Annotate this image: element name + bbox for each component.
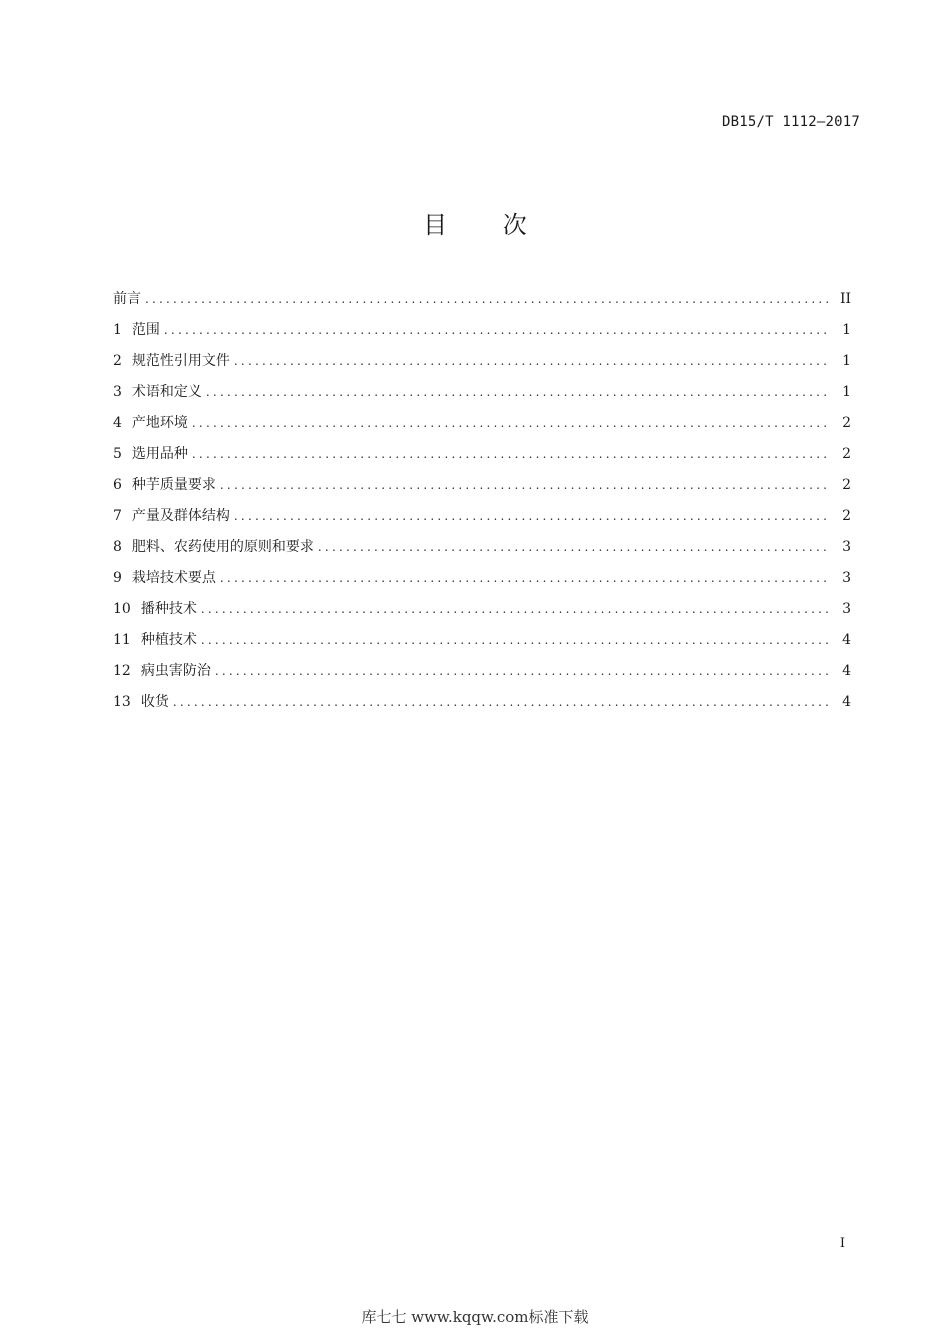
toc-label: 播种技术 — [140, 601, 197, 617]
toc-entry-4[interactable] — [113, 408, 851, 439]
toc-number: 7 — [113, 508, 122, 524]
toc-entry-2[interactable] — [113, 346, 851, 377]
toc-label: 病虫害防治 — [140, 663, 211, 679]
toc-label: 产量及群体结构 — [131, 508, 230, 524]
toc-dot-leader — [164, 315, 831, 346]
toc-page: II — [839, 291, 851, 307]
toc-label: 收货 — [140, 694, 169, 710]
toc-label: 术语和定义 — [131, 384, 202, 400]
toc-page: 2 — [842, 477, 851, 493]
toc-number: 6 — [113, 477, 122, 493]
toc-page: 2 — [842, 415, 851, 431]
toc-page: 3 — [842, 601, 851, 617]
toc-entry-7[interactable] — [113, 501, 851, 532]
page-number: I — [839, 1236, 845, 1251]
toc-label: 种植技术 — [140, 632, 197, 648]
toc-dot-leader — [318, 532, 831, 563]
toc-number: 10 — [113, 601, 131, 617]
toc-entry-10[interactable] — [113, 594, 851, 625]
toc-dot-leader — [206, 377, 831, 408]
toc-label: 范围 — [131, 322, 160, 338]
table-of-contents — [113, 284, 851, 718]
toc-label: 规范性引用文件 — [131, 353, 230, 369]
toc-number: 9 — [113, 570, 122, 586]
toc-title: 目 次 — [423, 211, 551, 239]
toc-entry-3[interactable] — [113, 377, 851, 408]
toc-entry-13[interactable] — [113, 687, 851, 718]
toc-dot-leader — [192, 408, 831, 439]
toc-number: 4 — [113, 415, 122, 431]
toc-entry-foreword[interactable] — [113, 284, 851, 315]
toc-dot-leader — [234, 501, 831, 532]
toc-page: 2 — [842, 446, 851, 462]
toc-page: 4 — [842, 694, 851, 710]
toc-label: 选用品种 — [131, 446, 188, 462]
toc-number: 1 — [113, 322, 122, 338]
toc-entry-9[interactable] — [113, 563, 851, 594]
footer-watermark: 库七七 www.kqqw.com标准下载 — [361, 1308, 589, 1326]
toc-entry-6[interactable] — [113, 470, 851, 501]
toc-dot-leader — [173, 687, 831, 718]
toc-label: 前言 — [113, 291, 141, 307]
toc-dot-leader — [234, 346, 831, 377]
toc-number: 3 — [113, 384, 122, 400]
toc-number: 13 — [113, 694, 131, 710]
toc-number: 5 — [113, 446, 122, 462]
toc-entry-11[interactable] — [113, 625, 851, 656]
toc-entry-12[interactable] — [113, 656, 851, 687]
toc-dot-leader — [145, 284, 831, 315]
toc-number: 12 — [113, 663, 131, 679]
toc-entry-8[interactable] — [113, 532, 851, 563]
toc-dot-leader — [220, 563, 831, 594]
toc-label: 栽培技术要点 — [131, 570, 216, 586]
toc-dot-leader — [201, 625, 831, 656]
toc-dot-leader — [220, 470, 831, 501]
toc-page: 4 — [842, 632, 851, 648]
toc-number: 11 — [113, 632, 131, 648]
toc-label: 产地环境 — [131, 415, 188, 431]
toc-page: 4 — [842, 663, 851, 679]
toc-page: 1 — [842, 322, 851, 338]
toc-dot-leader — [192, 439, 831, 470]
toc-number: 8 — [113, 539, 122, 555]
toc-entry-1[interactable] — [113, 315, 851, 346]
toc-label: 种芋质量要求 — [131, 477, 216, 493]
toc-entry-5[interactable] — [113, 439, 851, 470]
toc-label: 肥料、农药使用的原则和要求 — [131, 539, 314, 555]
toc-number: 2 — [113, 353, 122, 369]
toc-page: 2 — [842, 508, 851, 524]
toc-page: 1 — [842, 353, 851, 369]
toc-page: 3 — [842, 539, 851, 555]
toc-dot-leader — [201, 594, 831, 625]
toc-dot-leader — [215, 656, 831, 687]
document-code: DB15/T 1112—2017 — [721, 114, 860, 130]
toc-page: 3 — [842, 570, 851, 586]
toc-page: 1 — [842, 384, 851, 400]
